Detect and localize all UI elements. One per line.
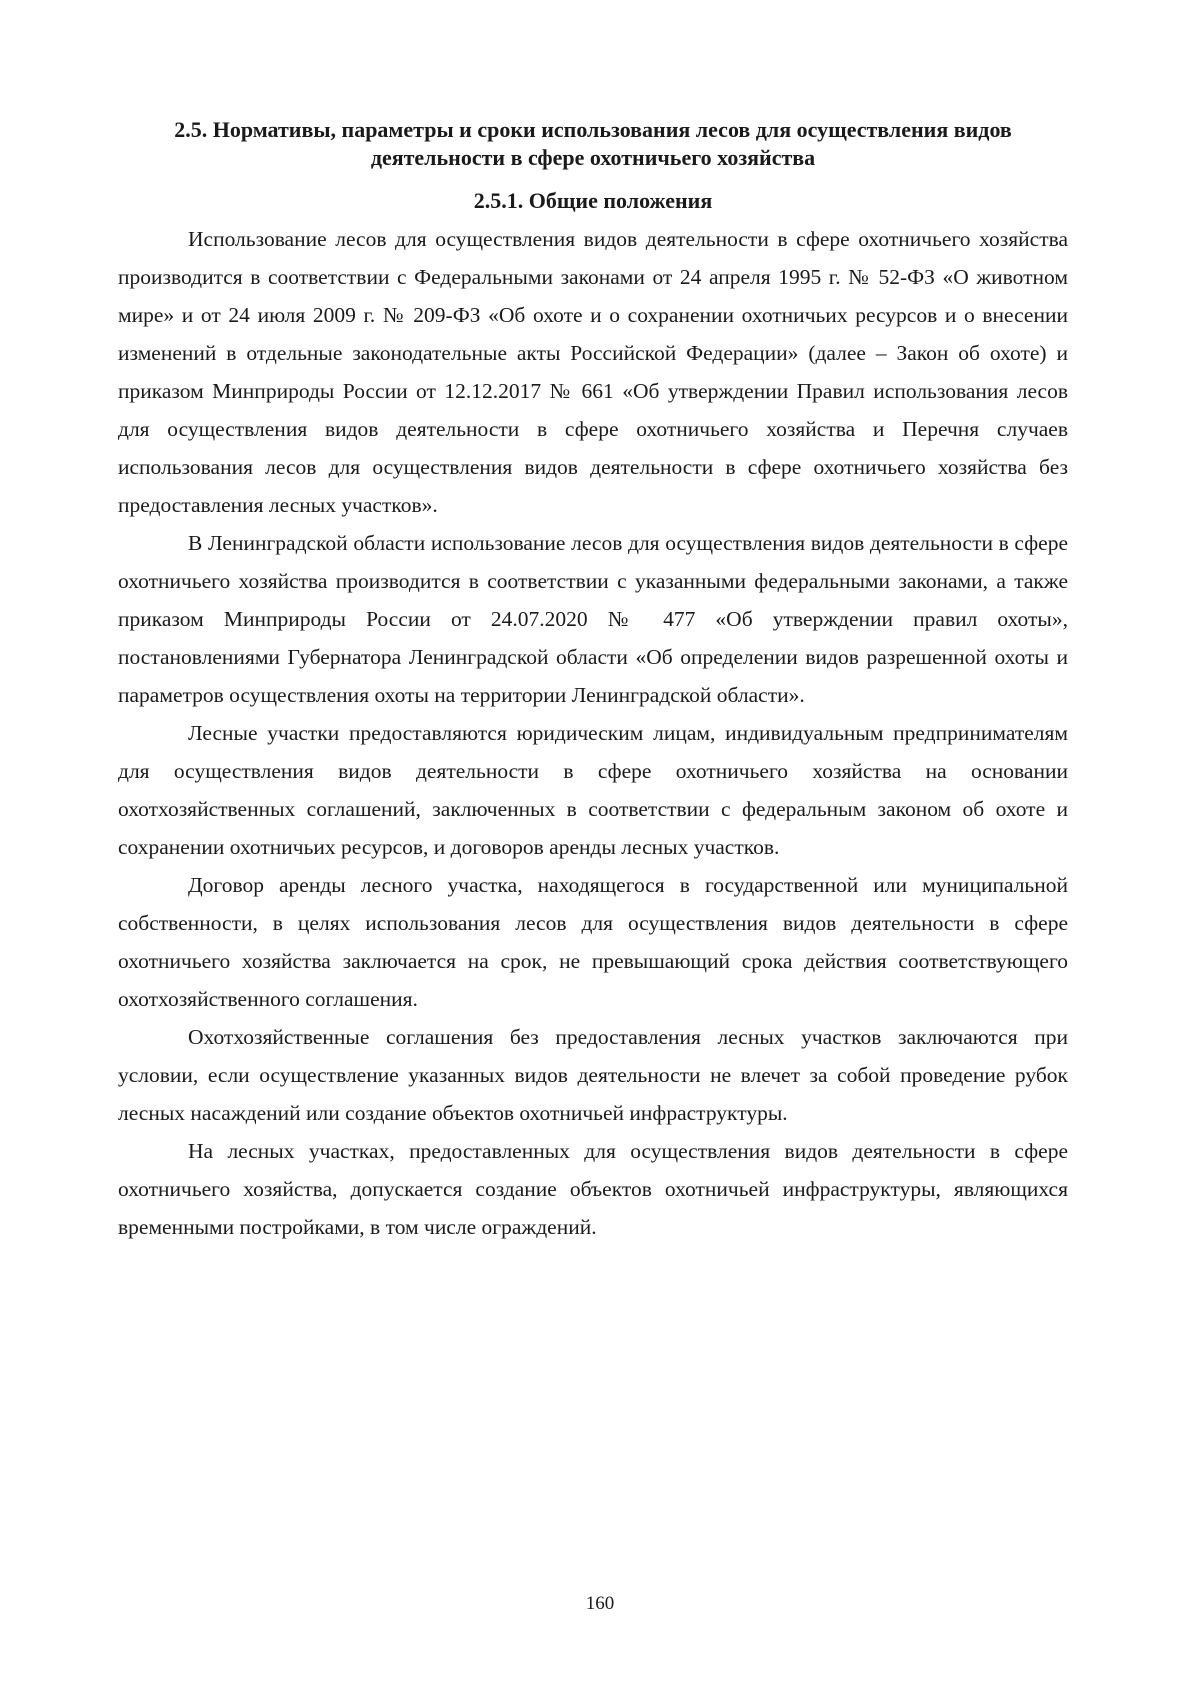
page-number: 160	[585, 1593, 615, 1614]
subsection-title: 2.5.1. Общие положения	[473, 188, 713, 213]
paragraph-legal-basis: Использование лесов для осуществления видов деятельности в сфере охотничьего хозяйства производится в соответствии с Федеральными законами от 24 апреля 1995 г. № 52-ФЗ «О животном мире» и от 24 июля 2009 г. № 209-ФЗ «Об охоте и о сохранении охотничьих ресурсов и о внесении изменений в отдельные законодательные акты Российской Федерации» (далее – Закон об охоте) и приказом Минприроды России от 12.12.2017 № 661 «Об утверждении Правил использования лесов для осуществления видов деятельности в сфере охотничьего хозяйства и Перечня случаев использования лесов для осуществления видов деятельности в сфере охотничьего хозяйства без предоставления лесных участков».	[118, 227, 1068, 517]
paragraph-forest-plots: Лесные участки предоставляются юридическим лицам, индивидуальным предпринимателям для осуществления видов деятельности в сфере охотничьего хозяйства на основании охотхозяйственных соглашений, заключенных в соответствии с федеральным законом об охоте и сохранении охотничьих ресурсов, и договоров аренды лесных участков.	[118, 721, 1068, 859]
paragraph-agreements-without-plots: Охотхозяйственные соглашения без предоставления лесных участков заключаются при условии, если осуществление указанных видов деятельности не влечет за собой проведение рубок лесных насаждений или создание объектов охотничьей инфраструктуры.	[118, 1025, 1068, 1125]
paragraph-leningrad-region: В Ленинградской области использование лесов для осуществления видов деятельности в сфере охотничьего хозяйства производится в соответствии с указанными федеральными законами, а также приказом Минприроды России от 24.07.2020 № 477 «Об утверждении правил охоты», постановлениями Губернатора Ленинградской области «Об определении видов разрешенной охоты и параметров осуществления охоты на территории Ленинградской области».	[118, 531, 1068, 707]
section-title: 2.5. Нормативы, параметры и сроки использования лесов для осуществления видов деятельности в сфере охотничьего хозяйства	[174, 117, 1012, 170]
paragraph-lease-agreement: Договор аренды лесного участка, находящегося в государственной или муниципальной собственности, в целях использования лесов для осуществления видов деятельности в сфере охотничьего хозяйства заключается на срок, не превышающий срока действия соответствующего охотхозяйственного соглашения.	[118, 873, 1068, 1011]
body-text	[118, 220, 1068, 1246]
paragraph-infrastructure: На лесных участках, предоставленных для осуществления видов деятельности в сфере охотничьего хозяйства, допускается создание объектов охотничьей инфраструктуры, являющихся временными постройками, в том числе ограждений.	[118, 1139, 1068, 1239]
